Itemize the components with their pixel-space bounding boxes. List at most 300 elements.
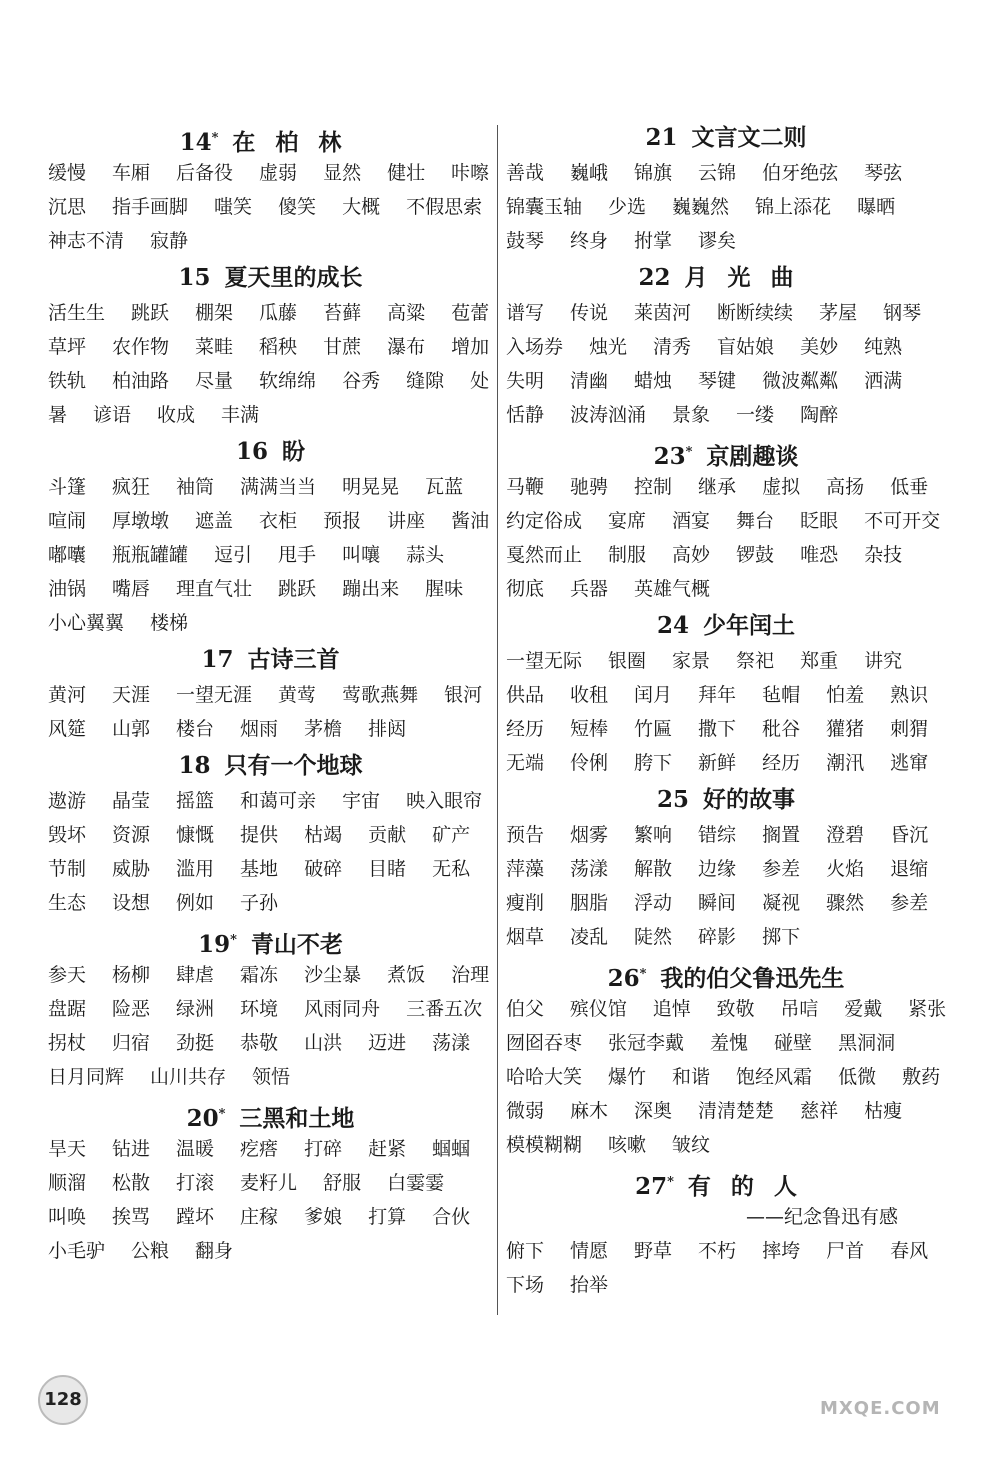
vocab-word: 终身 <box>570 230 609 252</box>
vocab-word: 碎影 <box>698 926 737 948</box>
vocab-word: 叫嚷 <box>342 544 381 566</box>
vocab-word: 野草 <box>634 1240 673 1262</box>
vocab-word: 一望无际 <box>506 650 583 672</box>
vocab-word: 张冠李戴 <box>608 1032 685 1054</box>
vocab-word: 澄碧 <box>826 824 865 846</box>
vocab-word: 拜年 <box>698 684 737 706</box>
lesson-block <box>48 1096 493 1268</box>
vocab-word: 熟识 <box>890 684 929 706</box>
vocab-word: 竹匾 <box>634 718 673 740</box>
vocab-word: 蜡烛 <box>634 370 673 392</box>
vocab-word: 吊唁 <box>780 998 819 1020</box>
lesson-number: 24 <box>656 612 689 639</box>
vocab-word: 烟雨 <box>240 718 279 740</box>
vocab-word: 银河 <box>444 684 483 706</box>
page-number: 128 <box>38 1375 88 1425</box>
vocab-word: 英雄气概 <box>634 578 711 600</box>
vocab-word: 尸首 <box>826 1240 865 1262</box>
vocab-word: 天涯 <box>112 684 151 706</box>
vocab-line <box>506 1234 946 1268</box>
vocab-word: 肆虐 <box>176 964 215 986</box>
vocab-word: 温暖 <box>176 1138 215 1160</box>
vocab-word: 打碎 <box>304 1138 343 1160</box>
optional-lesson-star: * <box>685 444 693 459</box>
vocab-word: 环境 <box>240 998 279 1020</box>
vocab-word: 棚架 <box>195 302 234 324</box>
lesson-title-text: 京剧趣谈 <box>706 443 799 470</box>
vocab-word: 低微 <box>838 1066 877 1088</box>
vocab-word: 显然 <box>323 162 362 184</box>
vocab-word: 紧张 <box>908 998 947 1020</box>
vocab-word: 传说 <box>570 302 609 324</box>
vocab-word: 边缘 <box>698 858 737 880</box>
vocab-word: 掷下 <box>762 926 801 948</box>
lesson-number: 21 <box>645 124 678 151</box>
optional-lesson-star: * <box>211 130 219 145</box>
vocab-word: 稻秧 <box>259 336 298 358</box>
vocab-word: 虚弱 <box>259 162 298 184</box>
vocab-word: 囫囵吞枣 <box>506 1032 583 1054</box>
vocab-word: 大概 <box>342 196 381 218</box>
vocab-word: 约定俗成 <box>506 510 583 532</box>
vocab-line <box>506 1094 946 1128</box>
vocab-word: 黄河 <box>48 684 87 706</box>
lesson-block <box>506 1164 946 1302</box>
vocab-word: 腥味 <box>425 578 464 600</box>
vocab-line <box>48 364 493 398</box>
vocab-word: 嗤笑 <box>214 196 253 218</box>
vocab-word: 三番五次 <box>406 998 483 1020</box>
vocab-word: 抬举 <box>570 1274 609 1296</box>
lesson-number: 26* <box>607 964 647 992</box>
vocab-word: 秕谷 <box>762 718 801 740</box>
vocab-word: 小心翼翼 <box>48 612 125 634</box>
vocab-line <box>48 296 493 330</box>
vocab-word: 高粱 <box>387 302 426 324</box>
vocab-word: 少选 <box>608 196 647 218</box>
vocab-word: 丰满 <box>221 404 260 426</box>
vocab-word: 沙尘暴 <box>304 964 362 986</box>
vocab-word: 领悟 <box>252 1066 291 1088</box>
vocab-word: 错综 <box>698 824 737 846</box>
vocab-word: 节制 <box>48 858 87 880</box>
vocab-word: 高扬 <box>826 476 865 498</box>
vocab-line <box>506 818 946 852</box>
vocab-word: 经历 <box>762 752 801 774</box>
vocab-word: 瓜藤 <box>259 302 298 324</box>
vocab-word: 爆竹 <box>608 1066 647 1088</box>
vocab-word: 叫唤 <box>48 1206 87 1228</box>
vocab-word: 银圈 <box>608 650 647 672</box>
vocab-word: 满满当当 <box>240 476 317 498</box>
vocab-word: 小毛驴 <box>48 1240 106 1262</box>
vocab-word: 拐杖 <box>48 1032 87 1054</box>
vocab-word: 舞台 <box>736 510 775 532</box>
vocab-word: 不朽 <box>698 1240 737 1262</box>
lesson-block <box>48 748 493 920</box>
lesson-title <box>506 120 946 156</box>
vocab-line <box>506 1128 946 1162</box>
vocab-word: 荡漾 <box>432 1032 471 1054</box>
lesson-block <box>506 260 946 432</box>
vocab-word: 毡帽 <box>762 684 801 706</box>
vocab-word: 景象 <box>672 404 711 426</box>
vocab-line <box>48 1026 493 1060</box>
vocab-word: 预告 <box>506 824 545 846</box>
vocab-word: 枯瘦 <box>864 1100 903 1122</box>
lesson-number: 15 <box>178 264 211 291</box>
vocab-word: 殡仪馆 <box>569 998 627 1020</box>
vocab-word: 琴键 <box>698 370 737 392</box>
vocab-word: 缓慢 <box>48 162 87 184</box>
vocab-word: 情愿 <box>570 1240 609 1262</box>
vocab-word: 滥用 <box>176 858 215 880</box>
vocab-word: 舒服 <box>323 1172 362 1194</box>
lesson-title-text: 有的人 <box>687 1173 817 1200</box>
lesson-block <box>48 434 493 640</box>
lesson-title-text: 只有一个地球 <box>224 753 363 779</box>
vocab-word: 清清楚楚 <box>698 1100 775 1122</box>
vocab-line <box>48 678 493 712</box>
vocab-word: 参天 <box>48 964 87 986</box>
vocab-line <box>48 538 493 572</box>
vocab-word: 鼓琴 <box>506 230 545 252</box>
vocab-word: 锦囊玉轴 <box>506 196 583 218</box>
vocab-word: 烟草 <box>506 926 545 948</box>
lesson-block <box>506 956 946 1162</box>
vocab-word: 枯竭 <box>304 824 343 846</box>
lesson-title-text: 三黑和土地 <box>239 1105 355 1132</box>
vocab-word: 铁轨 <box>48 370 87 392</box>
vocab-word: 迈进 <box>368 1032 407 1054</box>
lesson-title <box>506 260 946 296</box>
lesson-block <box>48 642 493 746</box>
vocab-word: 凌乱 <box>570 926 609 948</box>
vocab-word: 宴席 <box>608 510 647 532</box>
vocab-word: 收租 <box>570 684 609 706</box>
vocab-line <box>48 224 493 258</box>
vocab-line <box>48 1200 493 1234</box>
vocab-word: 怕羞 <box>826 684 865 706</box>
vocab-word: 盲姑娘 <box>717 336 775 358</box>
vocab-word: 微波粼粼 <box>762 370 839 392</box>
vocab-word: 映入眼帘 <box>406 790 483 812</box>
lesson-number: 20* <box>186 1104 226 1132</box>
vocab-word: 慷慨 <box>176 824 215 846</box>
vocab-word: 模模糊糊 <box>506 1134 583 1156</box>
vocab-line <box>506 886 946 920</box>
vocab-word: 家景 <box>672 650 711 672</box>
lesson-number: 27* <box>635 1172 674 1200</box>
vocab-word: 归宿 <box>112 1032 151 1054</box>
lesson-block <box>506 120 946 258</box>
vocab-word: 杂技 <box>864 544 903 566</box>
lesson-title <box>506 1164 946 1200</box>
lesson-title <box>506 956 946 992</box>
vocab-word: 谚语 <box>93 404 132 426</box>
vocab-word: 翻身 <box>195 1240 234 1262</box>
vocab-line <box>48 1132 493 1166</box>
vocab-word: 白霎霎 <box>387 1172 445 1194</box>
lesson-block <box>506 608 946 780</box>
vocab-word: 驰骋 <box>570 476 609 498</box>
lesson-number: 19* <box>198 930 237 958</box>
lesson-title-text: 好的故事 <box>703 787 795 813</box>
vocab-word: 低垂 <box>890 476 929 498</box>
vocab-word: 公粮 <box>131 1240 170 1262</box>
vocab-word: 车厢 <box>112 162 151 184</box>
lesson-number: 23* <box>653 442 693 470</box>
vocab-word: 排闼 <box>368 718 407 740</box>
vocab-word: 饱经风霜 <box>736 1066 813 1088</box>
vocab-word: 戛然而止 <box>506 544 583 566</box>
vocab-word: 子孙 <box>240 892 279 914</box>
vocab-word: 一缕 <box>736 404 775 426</box>
vocab-word: 巍峨 <box>570 162 609 184</box>
vocab-word: 治理 <box>451 964 490 986</box>
vocab-word: 波涛汹涌 <box>570 404 647 426</box>
vocab-line <box>48 818 493 852</box>
vocab-word: 赶紧 <box>368 1138 407 1160</box>
vocab-word: 挨骂 <box>112 1206 151 1228</box>
vocab-word: 入场券 <box>506 336 564 358</box>
vocab-word: 马鞭 <box>506 476 545 498</box>
vocab-word: 彻底 <box>506 578 545 600</box>
vocab-word: 爹娘 <box>304 1206 343 1228</box>
vocab-word: 凝视 <box>762 892 801 914</box>
vocab-word: 瘦削 <box>506 892 545 914</box>
vocab-word: 山洪 <box>304 1032 343 1054</box>
vocab-word: 清秀 <box>653 336 692 358</box>
vocab-word: 苔藓 <box>323 302 362 324</box>
vocab-word: 盘踞 <box>48 998 87 1020</box>
lesson-number: 14* <box>179 128 219 156</box>
vocab-word: 经历 <box>506 718 545 740</box>
lesson-title <box>506 608 946 644</box>
vocab-line <box>506 1268 946 1302</box>
vocab-word: 黄莺 <box>278 684 317 706</box>
vocab-word: 不假思索 <box>406 196 483 218</box>
lesson-title-text: 盼 <box>282 439 305 465</box>
vocab-word: 柏油路 <box>112 370 170 392</box>
vocab-word: 撒下 <box>698 718 737 740</box>
vocab-word: 打算 <box>368 1206 407 1228</box>
vocab-word: 茅檐 <box>304 718 343 740</box>
vocab-word: 威胁 <box>112 858 151 880</box>
vocab-word: 恭敬 <box>240 1032 279 1054</box>
vocab-line <box>48 190 493 224</box>
vocab-line <box>506 746 946 780</box>
vocab-word: 酒宴 <box>672 510 711 532</box>
vocab-word: 收成 <box>157 404 196 426</box>
vocab-word: 油锅 <box>48 578 87 600</box>
vocab-word: 楼梯 <box>150 612 189 634</box>
optional-lesson-star: * <box>639 966 647 981</box>
vocab-word: 摇篮 <box>176 790 215 812</box>
vocab-word: 理直气壮 <box>176 578 253 600</box>
lesson-subtitle: ——纪念鲁迅有感 <box>745 1206 898 1228</box>
vocab-word: 獾猪 <box>826 718 865 740</box>
vocab-word: 哈哈大笑 <box>506 1066 583 1088</box>
vocab-word: 琴弦 <box>864 162 903 184</box>
optional-lesson-star: * <box>230 932 237 947</box>
vocab-word: 胭脂 <box>570 892 609 914</box>
vocab-word: 爱戴 <box>844 998 883 1020</box>
vocab-word: 咔嚓 <box>451 162 490 184</box>
vocab-word: 基地 <box>240 858 279 880</box>
vocab-word: 伯牙绝弦 <box>762 162 839 184</box>
vocab-word: 皱纹 <box>672 1134 711 1156</box>
vocab-word: 谬矣 <box>698 230 737 252</box>
vocab-word: 云锦 <box>698 162 737 184</box>
vocab-word: 遨游 <box>48 790 87 812</box>
vocab-word: 嘟囔 <box>48 544 87 566</box>
lesson-title <box>48 1096 493 1132</box>
vocab-line <box>48 330 493 364</box>
vocab-line <box>48 992 493 1026</box>
vocab-word: 慈祥 <box>800 1100 839 1122</box>
vocab-word: 尽量 <box>195 370 234 392</box>
vocab-word: 生态 <box>48 892 87 914</box>
vocab-word: 嘴唇 <box>112 578 151 600</box>
vocab-line <box>506 296 946 330</box>
vocab-word: 例如 <box>176 892 215 914</box>
vocab-word: 苞蕾 <box>451 302 490 324</box>
vocab-word: 寂静 <box>150 230 189 252</box>
vocab-word: 毁坏 <box>48 824 87 846</box>
vocab-line <box>506 572 946 606</box>
vocab-word: 控制 <box>634 476 673 498</box>
vocab-word: 预报 <box>323 510 362 532</box>
optional-lesson-star: * <box>218 1106 226 1121</box>
vocab-line <box>48 1166 493 1200</box>
vocab-word: 追悼 <box>652 998 691 1020</box>
vocab-word: 矿产 <box>432 824 471 846</box>
vocab-line <box>506 712 946 746</box>
vocab-line <box>506 538 946 572</box>
vocab-word: 山郭 <box>112 718 151 740</box>
vocab-line <box>48 606 493 640</box>
vocab-word: 风雨同舟 <box>304 998 381 1020</box>
lesson-block <box>506 782 946 954</box>
vocab-word: 荡漾 <box>570 858 609 880</box>
vocab-word: 钢琴 <box>883 302 922 324</box>
vocab-word: 无私 <box>432 858 471 880</box>
vocab-word: 制服 <box>608 544 647 566</box>
vocab-word: 茅屋 <box>819 302 858 324</box>
vocab-word: 莱茵河 <box>634 302 692 324</box>
vocab-word: 险恶 <box>112 998 151 1020</box>
vocab-word: 暑 <box>48 404 68 426</box>
vocab-word: 锦上添花 <box>755 196 832 218</box>
vocab-word: 碰壁 <box>774 1032 813 1054</box>
lesson-title <box>506 782 946 818</box>
vocab-word: 祭祀 <box>736 650 775 672</box>
vocab-word: 失明 <box>506 370 545 392</box>
vocab-word: 伯父 <box>506 998 545 1020</box>
vocab-word: 火焰 <box>826 858 865 880</box>
vocab-word: 供品 <box>506 684 545 706</box>
vocab-word: 楼台 <box>176 718 215 740</box>
vocab-word: 烛光 <box>589 336 628 358</box>
vocab-word: 瓦蓝 <box>425 476 464 498</box>
watermark: MXQE.COM <box>820 1398 941 1419</box>
vocab-word: 萍藻 <box>506 858 545 880</box>
vocab-word: 处 <box>470 370 490 392</box>
column-divider <box>497 125 498 1315</box>
vocab-word: 恬静 <box>506 404 545 426</box>
vocab-word: 劲挺 <box>176 1032 215 1054</box>
vocab-word: 拊掌 <box>634 230 673 252</box>
vocab-word: 善哉 <box>506 162 545 184</box>
vocab-line <box>506 992 946 1026</box>
vocab-line <box>48 572 493 606</box>
lesson-title-text: 古诗三首 <box>247 647 340 673</box>
vocab-word: 缝隙 <box>406 370 445 392</box>
lesson-title-text: 月光曲 <box>684 265 814 291</box>
vocab-word: 断断续续 <box>717 302 794 324</box>
vocab-word: 农作物 <box>112 336 170 358</box>
lesson-title-text: 夏天里的成长 <box>224 265 363 291</box>
vocab-word: 昏沉 <box>890 824 929 846</box>
vocab-word: 设想 <box>112 892 151 914</box>
vocab-word: 霜冻 <box>240 964 279 986</box>
vocab-word: 敷药 <box>902 1066 941 1088</box>
vocab-word: 讲究 <box>864 650 903 672</box>
vocab-word: 钻进 <box>112 1138 151 1160</box>
vocab-word: 兵器 <box>570 578 609 600</box>
vocab-word: 逗引 <box>214 544 253 566</box>
vocab-word: 谱写 <box>506 302 545 324</box>
vocab-word: 跳跃 <box>131 302 170 324</box>
lesson-number: 22 <box>638 264 671 291</box>
vocab-line <box>48 398 493 432</box>
lesson-title-text: 少年闰土 <box>703 613 795 639</box>
vocab-line <box>506 504 946 538</box>
vocab-line <box>48 852 493 886</box>
vocab-word: 沉思 <box>48 196 87 218</box>
vocab-word: 杨柳 <box>112 964 151 986</box>
vocab-word: 蹚坏 <box>176 1206 215 1228</box>
lesson-title-text: 我的伯父鲁迅先生 <box>660 965 845 992</box>
vocab-word: 谷秀 <box>342 370 381 392</box>
vocab-word: 斗篷 <box>48 476 87 498</box>
vocab-word: 刺猬 <box>890 718 929 740</box>
vocab-word: 活生生 <box>48 302 106 324</box>
right-column <box>506 118 946 1302</box>
vocab-word: 继承 <box>698 476 737 498</box>
vocab-word: 神志不清 <box>48 230 125 252</box>
vocab-word: 摔垮 <box>762 1240 801 1262</box>
vocab-word: 晶莹 <box>112 790 151 812</box>
vocab-word: 瀑布 <box>387 336 426 358</box>
vocab-word: 松散 <box>112 1172 151 1194</box>
vocab-word: 厚墩墩 <box>112 510 170 532</box>
lesson-block <box>48 120 493 258</box>
vocab-word: 后备役 <box>176 162 234 184</box>
left-column <box>48 118 493 1268</box>
vocab-word: 讲座 <box>387 510 426 532</box>
vocab-word: 莺歌燕舞 <box>342 684 419 706</box>
vocab-word: 指手画脚 <box>112 196 189 218</box>
vocab-word: 喧闹 <box>48 510 87 532</box>
vocab-word: 日月同辉 <box>48 1066 125 1088</box>
vocab-word: 风筵 <box>48 718 87 740</box>
vocab-word: 曝晒 <box>857 196 896 218</box>
vocab-word: 绿洲 <box>176 998 215 1020</box>
vocab-word: 破碎 <box>304 858 343 880</box>
vocab-word: 致敬 <box>716 998 755 1020</box>
